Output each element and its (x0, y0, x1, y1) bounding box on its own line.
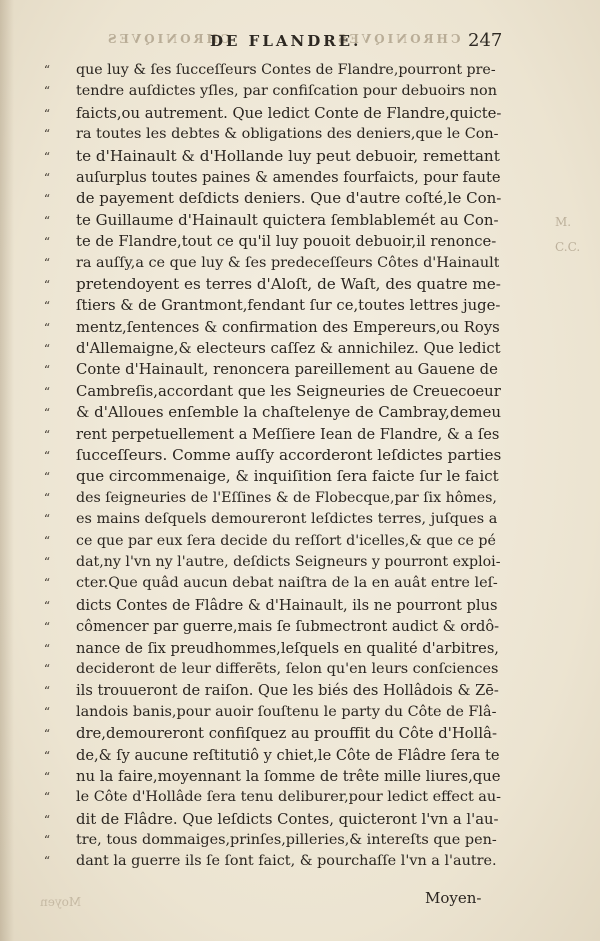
line-text: ra toutes les debtes & obligations des deniers,que le Con- (76, 126, 499, 143)
text-line (18, 81, 503, 102)
quote-marker: “ (43, 170, 51, 185)
quote-marker: “ (43, 255, 51, 270)
text-line (18, 573, 503, 594)
quote-marker: “ (43, 320, 51, 335)
quote-marker: “ (43, 812, 51, 827)
line-text: dit de Flâdre. Que leſdicts Contes, quicteront l'vn a l'au- (76, 810, 499, 828)
line-text: dat,ny l'vn ny l'autre, deſdicts Seigneurs y pourront exploi- (76, 553, 501, 570)
text-line (18, 338, 503, 359)
text-line (18, 359, 503, 380)
page-gutter-shadow (0, 0, 14, 941)
quote-marker: “ (43, 427, 51, 442)
text-line (18, 488, 503, 509)
bleed-through-footer: Moyen (40, 895, 82, 909)
text-line (18, 638, 503, 659)
text-line (18, 210, 503, 231)
quote-marker: “ (43, 704, 51, 719)
bleed-through-header-left: CHRONIQVES (105, 32, 231, 46)
text-line (18, 445, 503, 466)
text-line (18, 659, 503, 680)
line-text: d'Allemaigne,& electeurs caſſez & annichilez. Que ledict (76, 340, 501, 358)
line-text: de payement deſdicts deniers. Que d'autre coſté,le Con- (76, 189, 502, 208)
line-text: landois banis,pour auoir ſouſtenu le party du Côte de Flâ- (76, 703, 497, 720)
line-text: ſucceſſeurs. Comme auſſy accorderont leſdictes parties (76, 446, 502, 465)
text-line (18, 424, 503, 445)
quote-marker: “ (43, 533, 51, 548)
quote-marker: “ (43, 63, 51, 77)
text-line (18, 188, 503, 209)
line-text: Conte d'Hainault, renoncera pareillement au Gauene de (76, 361, 498, 379)
text-line (18, 124, 503, 145)
line-text: que luy & ſes ſucceſſeurs Contes de Flandre,pourront pre- (76, 62, 496, 78)
body-text (18, 60, 503, 873)
quote-marker: “ (43, 127, 51, 142)
quote-marker: “ (43, 449, 51, 464)
text-line (18, 787, 503, 808)
line-text: & d'Alloues enſemble la chaſtelenye de Cambray,demeu (76, 403, 502, 422)
line-text: ils trouueront de raiſon. Que les biés des Hollâdois & Zē- (76, 682, 499, 700)
margin-bleed-mark: C.C. (555, 240, 581, 254)
line-text: cômencer par guerre,mais ſe ſubmectront audict & ordô- (76, 618, 500, 636)
line-text: mentz,ſentences & confirmation des Empereurs,ou Roys (76, 318, 500, 336)
text-line (18, 616, 503, 637)
text-line (18, 552, 503, 573)
line-text: dre,demoureront confiſquez au prouffit du Côte d'Hollâ- (76, 725, 497, 743)
line-text: tendre auſdictes yſles, par confiſcation pour debuoirs non (76, 83, 497, 100)
line-text: que circommenaige, & inquiſition ſera faicte ſur le faict (76, 467, 499, 486)
text-line (18, 531, 503, 552)
line-text: auſurplus toutes paines & amendes fourfaicts, pour faute (76, 168, 501, 186)
text-line (18, 851, 503, 872)
running-header (0, 30, 600, 58)
quote-marker: “ (43, 384, 51, 399)
line-text: dicts Contes de Flâdre & d'Hainault, ils ne pourront plus (76, 596, 498, 614)
quote-marker: “ (43, 363, 51, 378)
quote-marker: “ (43, 235, 51, 250)
text-line (18, 274, 503, 295)
quote-marker: “ (43, 576, 51, 591)
text-line (18, 809, 503, 830)
line-text: pretendoyent es terres d'Aloſt, de Waſt, des quatre me- (76, 274, 501, 293)
quote-marker: “ (43, 727, 51, 742)
quote-marker: “ (43, 213, 51, 228)
quote-marker: “ (43, 684, 51, 699)
text-line (18, 830, 503, 851)
quote-marker: “ (43, 748, 51, 763)
line-text: ce que par eux ſera decide du reſſort d'icelles,& que ce pé (76, 532, 496, 549)
line-text: ra auſſy,a ce que luy & ſes predeceſſeurs Côtes d'Hainault (76, 254, 500, 271)
line-text: te de Flandre,tout ce qu'il luy pouoit debuoir,il renonce- (76, 233, 497, 251)
text-line (18, 231, 503, 252)
text-line (18, 317, 503, 338)
text-line (18, 766, 503, 787)
quote-marker: “ (43, 406, 51, 421)
line-text: ſtiers & de Grantmont,fendant ſur ce,toutes lettres juge- (76, 297, 501, 315)
quote-marker: “ (43, 769, 51, 784)
quote-marker: “ (43, 299, 51, 314)
text-line (18, 509, 503, 530)
quote-marker: “ (43, 84, 51, 99)
text-line (18, 595, 503, 616)
line-text: te d'Hainault & d'Hollande luy peut debuoir, remettant (76, 146, 500, 165)
quote-marker: “ (43, 149, 51, 164)
text-line (18, 702, 503, 723)
quote-marker: “ (43, 512, 51, 527)
text-line (18, 60, 503, 81)
line-text: decideront de leur differēts, ſelon qu'en leurs conſciences (76, 660, 499, 677)
line-text: nance de ſix preudhommes,leſquels en qualité d'arbitres, (76, 639, 499, 657)
text-line (18, 103, 503, 124)
page-number: 247 (468, 30, 503, 51)
line-text: des ſeigneuries de l'Eſſines & de Flobecque,par ſix hômes, (76, 489, 497, 506)
quote-marker: “ (43, 470, 51, 485)
quote-marker: “ (43, 192, 51, 207)
text-line (18, 723, 503, 744)
text-line (18, 167, 503, 188)
text-line (18, 146, 503, 167)
line-text: dant la guerre ils ſe ſont faict, & pourchaſſe l'vn a l'autre. (76, 853, 497, 870)
line-text: de,& ſy aucune reſtitutiô y chiet,le Côte de Flâdre ſera te (76, 746, 500, 764)
quote-marker: “ (43, 833, 51, 848)
quote-marker: “ (43, 490, 51, 505)
quote-marker: “ (43, 277, 51, 292)
text-line (18, 745, 503, 766)
quote-marker: “ (43, 661, 51, 676)
line-text: faicts,ou autrement. Que ledict Conte de Flandre,quicte- (76, 104, 502, 122)
text-line (18, 466, 503, 487)
bleed-through-header-right: CHRONIQVES (335, 32, 461, 46)
line-text: es mains deſquels demoureront leſdictes terres, juſques a (76, 511, 498, 528)
text-line (18, 381, 503, 402)
line-text: Cambreſis,accordant que les Seigneuries de Creuecoeur (76, 382, 501, 400)
line-text: rent perpetuellement a Meſſiere Iean de Flandre, & a ſes (76, 425, 500, 443)
quote-marker: “ (43, 620, 51, 635)
line-text: cter.Que quâd aucun debat naiſtra de la en auât entre leſ- (76, 575, 498, 592)
running-title: DE FLANDRE. (210, 32, 362, 50)
catchword: Moyen- (425, 889, 482, 907)
text-line (18, 295, 503, 316)
quote-marker: “ (43, 641, 51, 656)
text-line (18, 402, 503, 423)
quote-marker: “ (43, 854, 51, 869)
quote-marker: “ (43, 790, 51, 805)
line-text: nu la faire,moyennant la ſomme de trête mille liures,que (76, 767, 501, 785)
margin-bleed-mark: M. (555, 215, 572, 229)
line-text: tre, tous dommaiges,prinſes,pilleries,& intereſts que pen- (76, 832, 497, 849)
line-text: le Côte d'Hollâde ſera tenu deliburer,pour ledict effect au- (76, 789, 502, 806)
line-text: te Guillaume d'Hainault quictera ſemblablemét au Con- (76, 210, 499, 229)
quote-marker: “ (43, 554, 51, 569)
text-line (18, 253, 503, 274)
quote-marker: “ (43, 342, 51, 357)
text-line (18, 680, 503, 701)
quote-marker: “ (43, 106, 51, 121)
quote-marker: “ (43, 598, 51, 613)
